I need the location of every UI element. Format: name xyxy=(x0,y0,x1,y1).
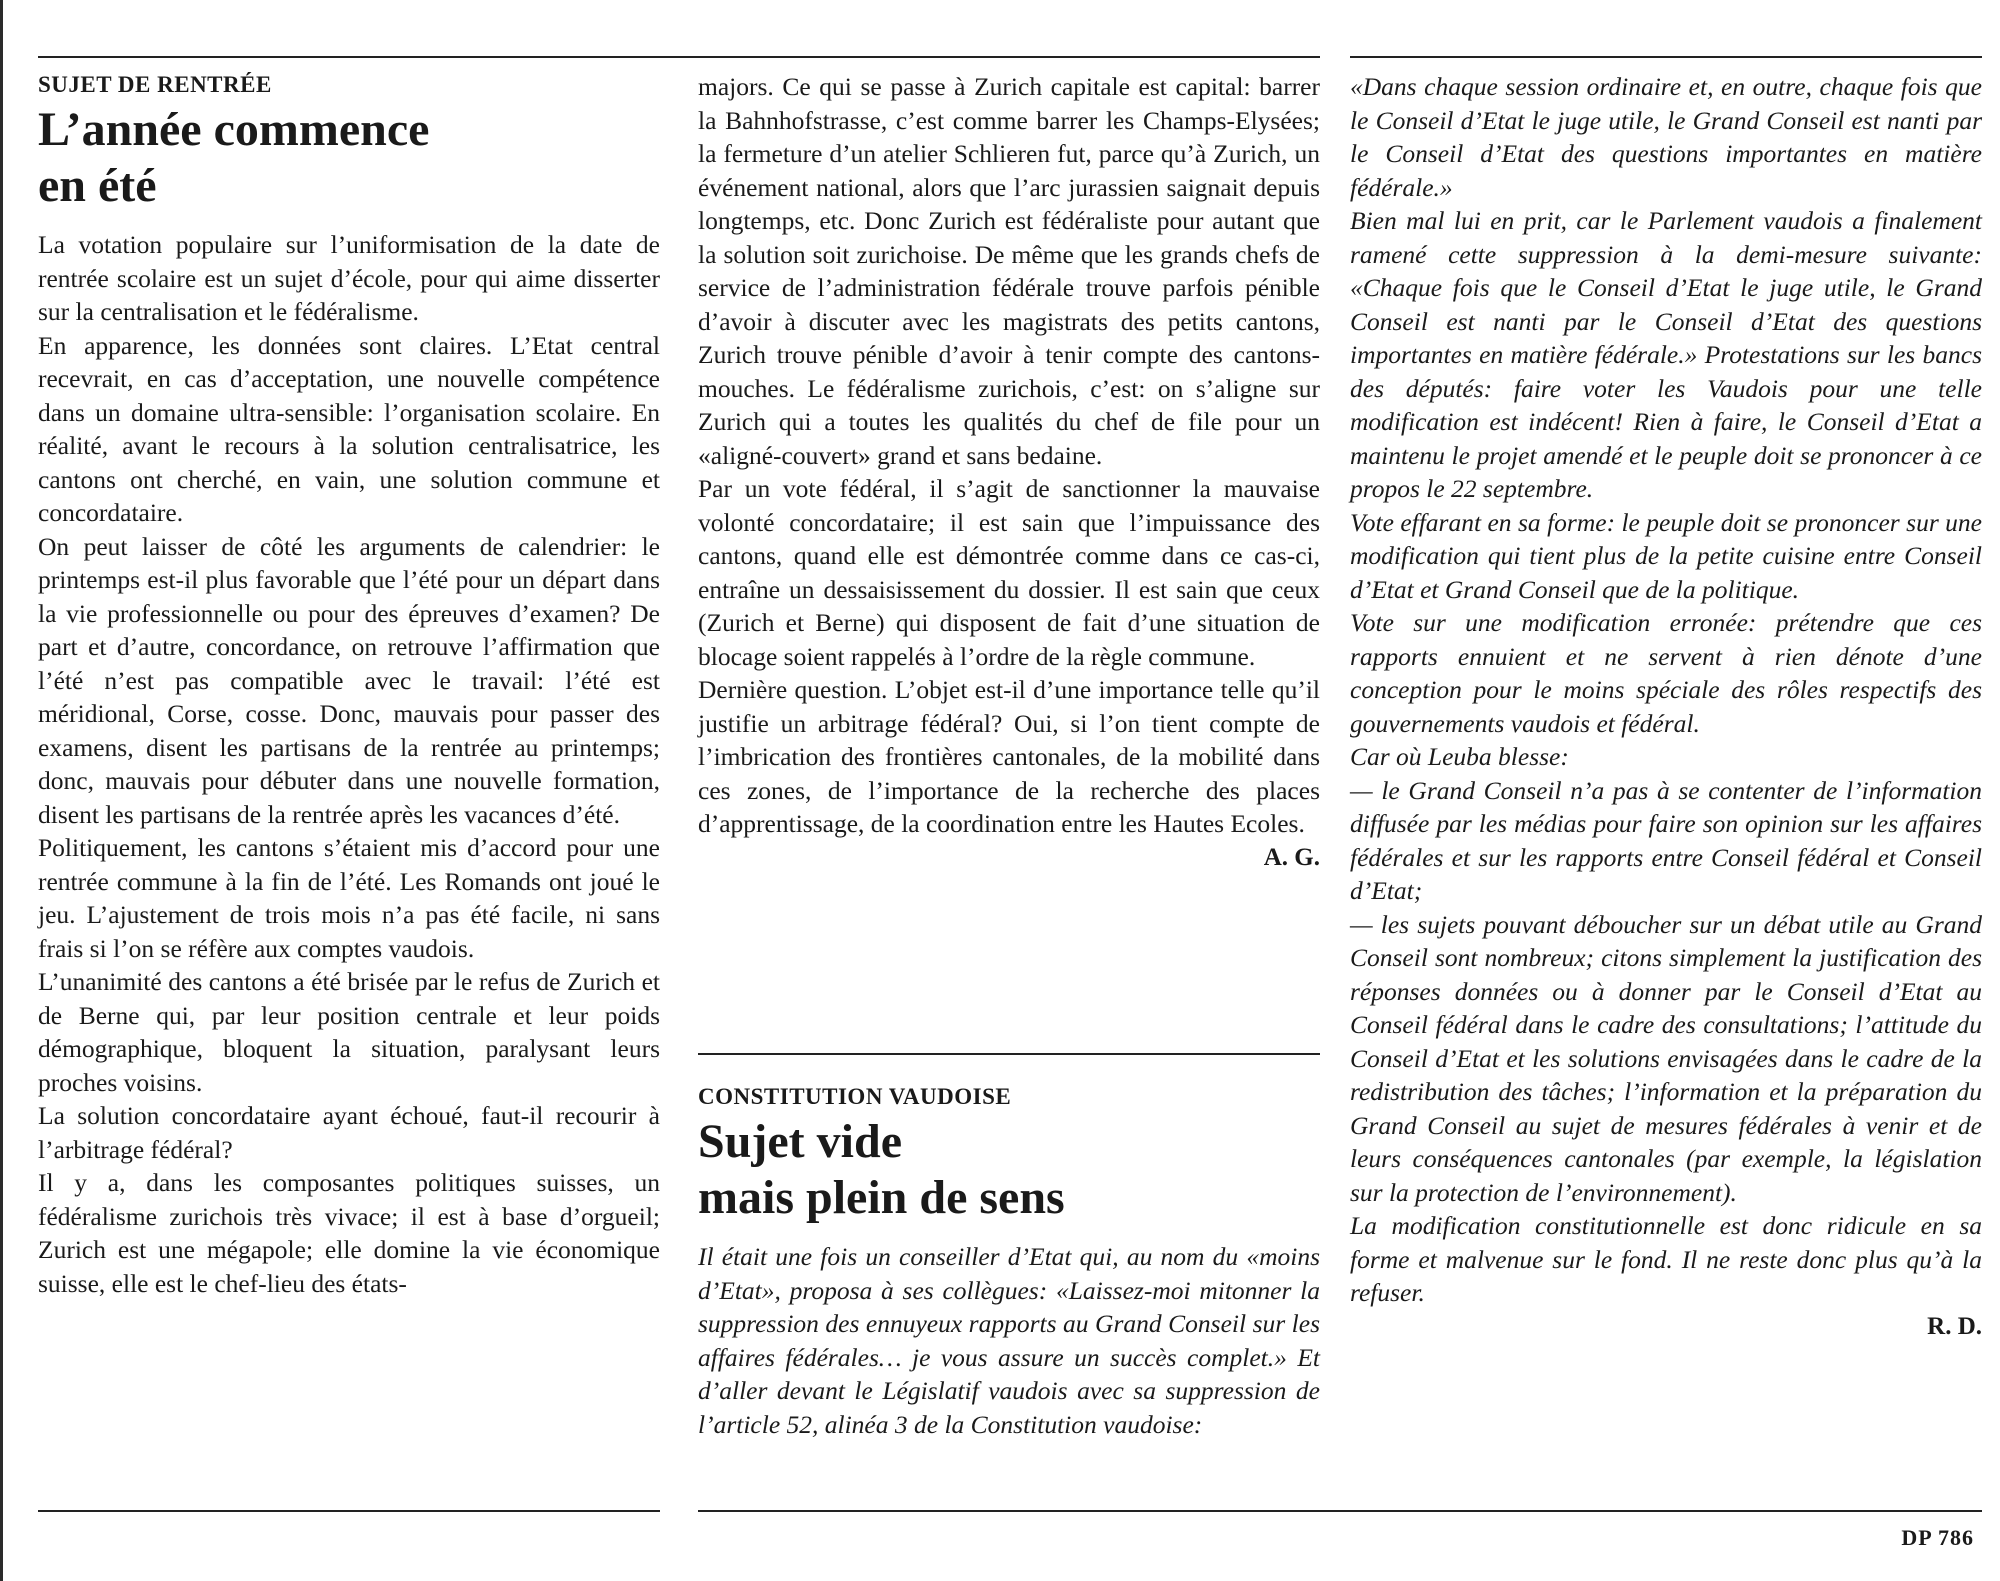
article2-start xyxy=(698,1082,1320,1441)
article1-paragraph: L’unanimité des cantons a été brisée par le refus de Zurich et de Berne qui, par leur position centrale et leur poids démographique, bloquent la situation, paralysant leurs proches voisins. xyxy=(38,967,660,1097)
article1-paragraph: On peut laisser de côté les arguments de calendrier: le printemps est-il plus favorable que l’été pour un départ dans la vie professionnelle ou pour des épreuves d’examen? De part et d’autre, concordance, on retrouve l’affirmation que l’été n’est pas compatible avec le travail: l’été est méridional, Corse, cosse. Donc, mauvais pour passer des examens, disent les partisans de la rentrée au printemps; donc, mauvais pour débuter dans une nouvelle formation, disent les partisans de la rentrée après les vacances d’été. xyxy=(38,531,660,829)
bottom-rule-right xyxy=(698,1510,1982,1512)
mid-rule-col2 xyxy=(698,1053,1320,1055)
article2-paragraph: — les sujets pouvant déboucher sur un débat utile au Grand Conseil sont nombreux; citons simplement la justification des réponses données ou à donner par le Conseil d’Etat au Conseil fédéral dans le cadre des consultations; l’attitude du Conseil d’Etat et les solutions envisagées dans le cadre de la redistribution des tâches; l’information et la préparation du Grand Conseil au sujet de mesures fédérales à venir et de leurs conséquences cantonales (par exemple, la législation sur la protection de l’environnement). xyxy=(1350,909,1982,1207)
page-number: DP 786 xyxy=(1901,1525,1974,1550)
article1-kicker: SUJET DE RENTRÉE xyxy=(38,72,272,97)
article1-paragraph: Politiquement, les cantons s’étaient mis d’accord pour une rentrée commune à la fin de l’été. Les Romands ont joué le jeu. L’ajustement de trois mois n’a pas été facile, ni sans frais si l’on se réfère aux comptes vaudois. xyxy=(38,833,660,963)
article2-headline xyxy=(698,1114,1320,1226)
article1-body-col2 xyxy=(698,70,1320,871)
article2-headline-line1: Sujet vide xyxy=(698,1115,902,1168)
top-rule-right xyxy=(1350,56,1982,58)
top-rule-left xyxy=(38,56,1320,58)
article1-paragraph: La votation populaire sur l’uniformisation de la date de rentrée scolaire est un sujet d’école, pour qui aime disserter sur la centralisation et le fédéralisme. xyxy=(38,230,660,326)
article1-paragraph-text: Dernière question. L’objet est-il d’une importance telle qu’il justifie un arbitrage fédéral? Oui, si l’on tient compte de l’imbrication des frontières cantonales, de la mobilité dans ces zones, de l’importance de la recherche des places d’apprentissage, de la coordination entre les Hautes Ecoles. xyxy=(698,675,1320,838)
article2-paragraph: Vote effarant en sa forme: le peuple doit se prononcer sur une modification qui tient plus de la petite cuisine entre Conseil d’Etat et Grand Conseil que de la politique. xyxy=(1350,507,1982,604)
article2-paragraph: «Dans chaque session ordinaire et, en outre, chaque fois que le Conseil d’Etat le juge utile, le Grand Conseil est nanti par le Conseil d’Etat des questions importantes en matière fédérale.» xyxy=(1350,72,1982,202)
article2-body xyxy=(1350,70,1982,1310)
article2-kicker: CONSTITUTION VAUDOISE xyxy=(698,1084,1012,1109)
column-2 xyxy=(698,70,1320,874)
article2-paragraph: Vote sur une modification erronée: prétendre que ces rapports ennuient et ne servent à rien dénote d’une conception pour le moins spéciale des rôles respectifs des gouvernements vaudois et fédéral. xyxy=(1350,608,1982,738)
article2-lead: Il était une fois un conseiller d’Etat qui, au nom du «moins d’Etat», proposa à ses collègues: «Laissez-moi mitonner la suppression des ennuyeux rapports au Grand Conseil sur les affaires fédérales… je vous assure un succès complet.» Et d’aller devant le Législatif vaudois avec sa suppression de l’article 52, alinéa 3 de la Constitution vaudoise: xyxy=(698,1242,1320,1439)
page-edge-shadow xyxy=(0,0,6,1581)
article1-headline-line1: L’année commence xyxy=(38,103,430,156)
column-3 xyxy=(1350,70,1982,1343)
article1-paragraph: La solution concordataire ayant échoué, faut-il recourir à l’arbitrage fédéral? xyxy=(38,1101,660,1164)
bottom-rule-left xyxy=(38,1510,660,1512)
article1-headline-line2: en été xyxy=(38,159,157,212)
article1-paragraph xyxy=(698,673,1320,871)
article2-paragraph: Car où Leuba blesse: xyxy=(1350,742,1569,771)
article2-paragraph: Bien mal lui en prit, car le Parlement vaudois a finalement ramené cette suppression à la demi-mesure suivante: «Chaque fois que le Conseil d’Etat le juge utile, le Grand Conseil est nanti par le Conseil d’Etat des questions importantes en matière fédérale.» Protestations sur les bancs des députés: faire voter les Vaudois pour une telle modification est indécent! Rien à faire, le Conseil d’Etat a maintenu le projet amendé et le peuple doit se prononcer à ce propos le 22 septembre. xyxy=(1350,206,1982,503)
article1-paragraph: Par un vote fédéral, il s’agit de sanctionner la mauvaise volonté concordataire; il est sain que l’impuissance des cantons, quand elle est démontrée comme dans ce cas-ci, entraîne un dessaisissement du dossier. Il est sain que ceux (Zurich et Berne) qui disposent de fait d’une situation de blocage soient rappelés à l’ordre de la règle commune. xyxy=(698,474,1320,671)
article1-headline xyxy=(38,102,660,214)
article2-paragraph: — le Grand Conseil n’a pas à se contenter de l’information diffusée par les médias pour faire son opinion sur les affaires fédérales et sur les rapports entre Conseil fédéral et Conseil d’Etat; xyxy=(1350,775,1982,905)
article1-signature: A. G. xyxy=(1263,843,1320,871)
article1-paragraph: En apparence, les données sont claires. L’Etat central recevrait, en cas d’acceptation, une nouvelle compétence dans un domaine ultra-sensible: l’organisation scolaire. En réalité, avant le recours à la solution centralisatrice, les cantons ont cherché, en vain, une solution commune et concordataire. xyxy=(38,330,660,527)
article2-paragraph: La modification constitutionnelle est donc ridicule en sa forme et malvenue sur le fond. Il ne reste donc plus qu’à la refuser. xyxy=(1350,1211,1982,1307)
article1-body-col1 xyxy=(38,228,660,1300)
column-1 xyxy=(38,70,660,1300)
article2-headline-line2: mais plein de sens xyxy=(698,1171,1065,1224)
article1-paragraph: majors. Ce qui se passe à Zurich capitale est capital: barrer la Bahnhofstrasse, c’est comme barrer les Champs-Elysées; la fermeture d’un atelier Schlieren fut, parce qu’à Zurich, un événement national, alors que l’arc jurassien saignait depuis longtemps, etc. Donc Zurich est fédéraliste pour autant que la solution soit zurichoise. De même que les grands chefs de service de l’administration fédérale trouve parfois pénible d’avoir à discuter avec les magistrats des petits cantons, Zurich trouve pénible d’avoir à tenir compte des cantons-mouches. Le fédéralisme zurichois, c’est: on s’aligne sur Zurich qui a toutes les qualités du chef de file pour un «aligné-couvert» grand et sans bedaine. xyxy=(698,72,1320,470)
article2-signature: R. D. xyxy=(1927,1312,1982,1340)
article1-paragraph: Il y a, dans les composantes politiques suisses, un fédéralisme zurichois très vivace; il est à base d’orgueil; Zurich est une mégapole; elle domine la vie économique suisse, elle est le chef-lieu des états- xyxy=(38,1168,660,1298)
